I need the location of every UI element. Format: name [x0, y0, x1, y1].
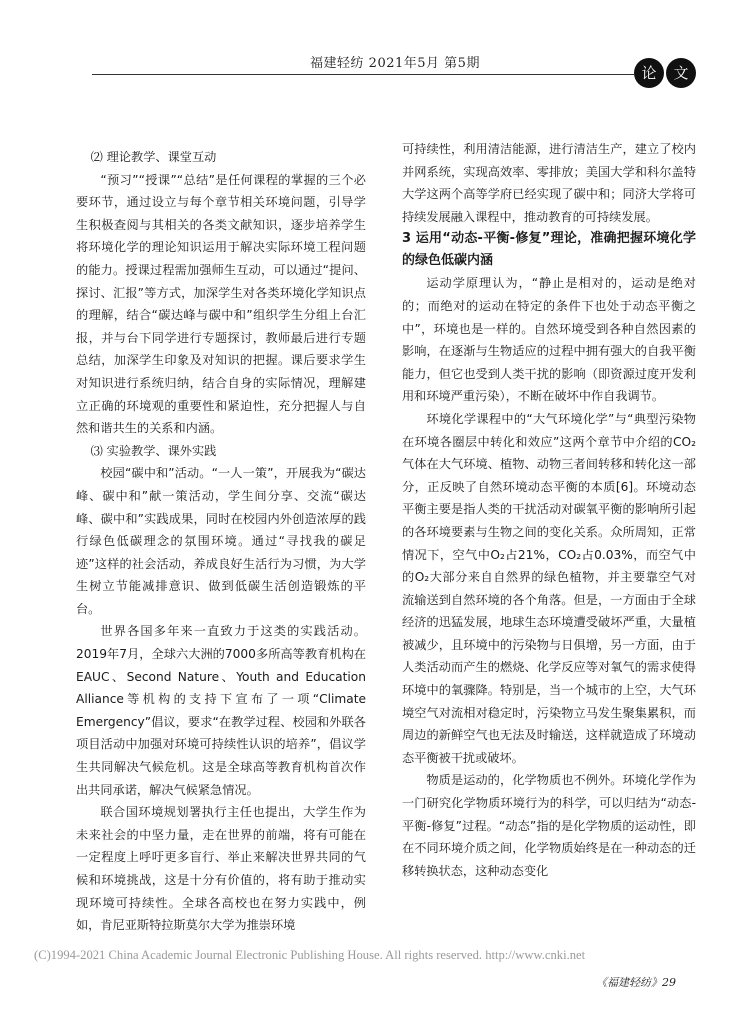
section-heading: 3 运用“动态-平衡-修复”理论，准确把握环境化学的绿色低碳内涵: [402, 231, 696, 269]
paragraph: ⑶ 实验教学、课外实践: [90, 443, 217, 458]
paragraph: 世界各国多年来一直致力于这类的实践活动。2019年7月，全球六大洲的7000多所高等教育机构在EAUC、Second Nature、Youth and Education Alliance等机构的支持下宣布了一项“Climate Emergency”倡议，要求“在教学过程、校园和外联各项目活动中加强对环境可持续性认识的培养”，倡议学生共同解决气候危机。这是全球高等教育机构首次作出共同承诺，解决气候紧急情况。: [76, 624, 366, 797]
section-badge-wen: 文: [666, 58, 696, 88]
paragraph: 校园“碳中和”活动。“一人一策”，开展我为“碳达峰、碳中和”献一策活动，学生间分享、交流“碳达峰、碳中和”实践成果，同时在校园内外创造浓厚的践行绿色低碳理念的氛围环境。通过“寻找我的碳足迹”这样的社会活动，养成良好生活行为习惯，为大学生树立节能减排意识、做到低碳生活创造锻炼的平台。: [76, 466, 366, 616]
paragraph: 联合国环境规划署执行主任也提出，大学生作为未来社会的中坚力量，走在世界的前端，将有可能在一定程度上呼吁更多盲行、举止来解决世界共同的气候和环境挑战，这是十分有价值的，将有助于推动实现环境可持续性。全球各高校也在努力实践中，例如，肯尼亚斯特拉斯莫尔大学为推崇环境: [76, 805, 366, 933]
journal-header: 福建轻纺 2021年5月 第5期: [310, 56, 480, 71]
left-column: [76, 146, 366, 937]
paragraph: “预习”“授课”“总结”是任何课程的掌握的三个必要环节，通过设立与每个章节相关环境问题，引导学生积极查阅与其相关的各类文献知识，逐步培养学生将环境化学的理论知识运用于解决实际环境工程问题的能力。授课过程需加强师生互动，可以通过“提问、探讨、汇报”等方式，加深学生对各类环境化学知识点的理解，结合“碳达峰与碳中和”组织学生分组上台汇报，并与台下同学进行专题探讨，教师最后进行专题总结，加深学生印象及对知识的把握。课后要求学生对知识进行系统归纳，结合自身的实际情况，理解建立正确的环境观的重要性和紧迫性，充分把握人与自然和谐共生的关系和内涵。: [76, 172, 366, 436]
paragraph: 运动学原理认为，“静止是相对的，运动是绝对的；而绝对的运动在特定的条件下也处于动态平衡之中”，环境也是一样的。自然环境受到各种自然因素的影响，在逐渐与生物适应的过程中拥有强大的自我平衡能力，但它也受到人类干扰的影响（即资源过度开发利用和环境严重污染），不断在破坏中作自我调节。: [402, 276, 696, 404]
page-footer: 《福建轻纺》29: [596, 976, 676, 989]
copyright-watermark: (C)1994-2021 China Academic Journal Electronic Publishing House. All rights reserved. http://www.cnki.net: [34, 948, 586, 962]
header-rule: [92, 74, 634, 75]
paragraph: ⑵ 理论教学、课堂互动: [90, 150, 217, 164]
paragraph: 环境化学课程中的“大气环境化学”与“典型污染物在环境各圈层中转化和效应”这两个章节中介绍的CO₂气体在大气环境、植物、动物三者间转移和转化这一部分，正反映了自然环境动态平衡的本质[6]。环境动态平衡主要是指人类的干扰活动对碳氧平衡的影响所引起的各环境要素与生物之间的变化关系。众所周知，正常情况下，空气中O₂占21%，CO₂占0.03%，而空气中的O₂大部分来自自然界的绿色植物，并主要靠空气对流输送到自然环境的各个角落。但是，一方面由于全球经济的迅猛发展，地球生态环境遭受破坏严重，大量植被减少，且环境中的污染物与日俱增，另一方面，由于人类活动而产生的燃烧、化学反应等对氧气的需求使得环境中的氧骤降。特别是，当一个城市的上空，大气环境空气对流相对稳定时，污染物立马发生聚集累积，而周边的新鲜空气也无法及时输送，这样就造成了环境动态平衡被干扰或破坏。: [402, 411, 696, 765]
right-column: [402, 138, 696, 882]
paragraph: 物质是运动的，化学物质也不例外。环境化学作为一门研究化学物质环境行为的科学，可以归结为“动态-平衡-修复”过程。“动态”指的是化学物质的运动性，即在不同环境介质之间，化学物质始终是在一种动态的迁移转换状态，这种动态变化: [402, 773, 696, 878]
paragraph: 可持续性，利用清洁能源，进行清洁生产，建立了校内并网系统，实现高效率、零排放；美国大学和科尔盖特大学这两个高等学府已经实现了碳中和；同济大学将可持续发展融入课程中，推动教育的可持续发展。: [402, 142, 696, 224]
section-badge-lun: 论: [634, 58, 664, 88]
